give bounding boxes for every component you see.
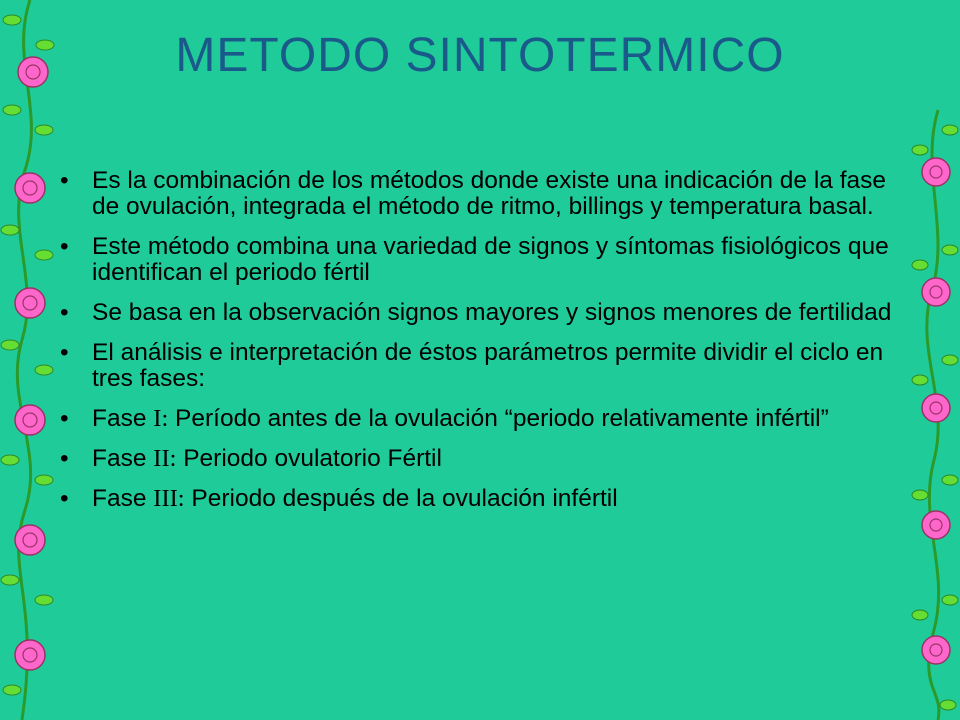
- bullet-dot: •: [60, 233, 69, 260]
- phase-description: Periodo después de la ovulación infértil: [184, 485, 618, 512]
- phase-numeral: II:: [153, 445, 177, 472]
- bullet-dot: •: [60, 339, 69, 366]
- bullet-item-phase-3: [60, 486, 900, 512]
- bullet-list: [60, 168, 900, 526]
- bullet-dot: •: [60, 445, 69, 472]
- bullet-item-phase-1: [60, 406, 900, 432]
- phase-prefix: Fase: [92, 445, 154, 472]
- bullet-item: [60, 168, 900, 220]
- phase-numeral: III:: [153, 485, 185, 512]
- phase-prefix: Fase: [92, 405, 154, 432]
- bullet-text: Se basa en la observación signos mayores y signos menores de fertilidad: [92, 299, 892, 326]
- phase-description: Periodo ovulatorio Fértil: [176, 445, 442, 472]
- bullet-dot: •: [60, 167, 69, 194]
- right-rose-vine-icon: [910, 0, 960, 720]
- bullet-item: [60, 340, 900, 392]
- bullet-text: Este método combina una variedad de signos y síntomas fisiológicos que identifican el periodo fértil: [92, 233, 889, 286]
- phase-numeral: I:: [153, 405, 169, 432]
- phase-prefix: Fase: [92, 485, 154, 512]
- bullet-dot: •: [60, 405, 69, 432]
- bullet-item: [60, 300, 900, 326]
- phase-description: Período antes de la ovulación “periodo relativamente infértil”: [168, 405, 829, 432]
- slide-title: METODO SINTOTERMICO: [175, 29, 785, 82]
- bullet-dot: •: [60, 299, 69, 326]
- bullet-text: Es la combinación de los métodos donde existe una indicación de la fase de ovulación, integrada el método de ritmo, billings y temperatura basal.: [92, 167, 887, 220]
- bullet-dot: •: [60, 485, 69, 512]
- bullet-text: El análisis e interpretación de éstos parámetros permite dividir el ciclo en tres fases:: [92, 339, 884, 392]
- left-rose-vine-icon: [0, 0, 58, 720]
- bullet-item: [60, 234, 900, 286]
- bullet-item-phase-2: [60, 446, 900, 472]
